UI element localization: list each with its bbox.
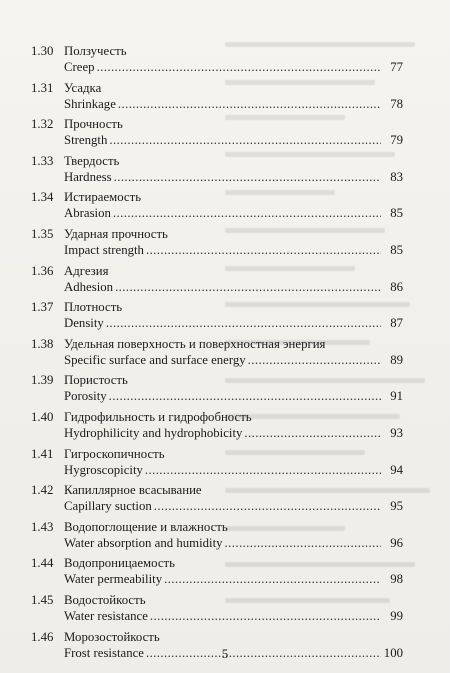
english-title-line	[64, 499, 403, 514]
section-title-english: Abrasion	[64, 206, 111, 221]
section-number: 1.42	[31, 483, 54, 498]
section-title-russian: Адгезия	[64, 263, 109, 278]
dot-leader	[145, 463, 381, 478]
section-title-english: Water permeability	[64, 572, 163, 587]
section-title-russian: Ударная прочность	[64, 226, 168, 241]
toc-entry	[31, 300, 403, 337]
dot-leader	[97, 60, 381, 75]
page-reference: 94	[390, 462, 403, 477]
dot-leader	[109, 133, 381, 148]
section-title-english: Shrinkage	[64, 96, 116, 111]
dot-leader	[244, 426, 381, 441]
section-number: 1.41	[31, 446, 54, 461]
page-number: 5	[221, 646, 229, 661]
english-title-line	[64, 60, 403, 75]
dot-leader	[154, 499, 381, 514]
toc-entry	[31, 117, 403, 154]
toc-entry	[31, 44, 403, 81]
page-reference: 96	[390, 535, 403, 550]
section-title-english: Specific surface and surface energy	[64, 352, 246, 367]
section-title-english: Hardness	[64, 169, 112, 184]
page-reference: 77	[390, 60, 403, 74]
toc-entry	[31, 264, 403, 301]
english-title-line	[64, 426, 403, 441]
page-reference: 83	[390, 169, 403, 184]
english-title-line	[64, 97, 403, 112]
dot-leader	[113, 206, 381, 221]
page-reference: 89	[390, 352, 403, 367]
page-reference: 91	[390, 389, 403, 404]
section-title-russian: Ползучесть	[64, 44, 127, 58]
english-title-line	[64, 316, 403, 331]
page-reference: 86	[390, 279, 403, 294]
toc-entry	[31, 593, 403, 630]
toc-entry	[31, 410, 403, 447]
toc-entry	[31, 337, 403, 374]
section-title-russian: Истираемость	[64, 190, 142, 205]
english-title-line	[64, 572, 403, 587]
english-title-line	[64, 353, 403, 368]
section-title-russian: Водостойкость	[64, 592, 146, 607]
page-reference: 99	[390, 608, 403, 623]
section-title-english: Water absorption and humidity	[64, 535, 223, 550]
toc-entry	[31, 447, 403, 484]
section-number: 1.46	[31, 629, 54, 644]
dot-leader	[109, 389, 381, 404]
section-title-russian: Пористость	[64, 373, 128, 388]
section-number: 1.30	[31, 44, 54, 58]
section-title-russian: Гигроскопичность	[64, 446, 165, 461]
page-reference: 93	[390, 425, 403, 440]
page-reference: 98	[390, 572, 403, 587]
english-title-line	[64, 170, 403, 185]
section-title-russian: Морозостойкость	[64, 629, 160, 644]
english-title-line	[64, 389, 403, 404]
toc-entry	[31, 373, 403, 410]
toc-entry	[31, 556, 403, 593]
section-number: 1.33	[31, 153, 54, 168]
dot-leader	[118, 97, 381, 112]
section-title-english: Frost resistance	[64, 645, 144, 660]
page-reference: 95	[390, 499, 403, 514]
section-title-russian: Прочность	[64, 117, 123, 132]
toc-entry	[31, 190, 403, 227]
section-title-russian: Удельная поверхность и поверхностная энергия	[64, 336, 326, 351]
table-of-contents	[31, 44, 403, 666]
section-title-english: Hydrophilicity and hydrophobicity	[64, 425, 243, 440]
section-title-english: Creep	[64, 60, 95, 74]
section-title-english: Adhesion	[64, 279, 114, 294]
dot-leader	[225, 536, 381, 551]
english-title-line	[64, 280, 403, 295]
section-title-russian: Гидрофильность и гидрофобность	[64, 409, 252, 424]
dot-leader	[115, 280, 381, 295]
dot-leader	[106, 316, 381, 331]
section-number: 1.32	[31, 117, 54, 132]
english-title-line	[64, 609, 403, 624]
toc-entry	[31, 520, 403, 557]
page-reference: 85	[390, 242, 403, 257]
section-number: 1.39	[31, 373, 54, 388]
section-title-russian: Твердость	[64, 153, 120, 168]
section-number: 1.45	[31, 592, 54, 607]
section-number: 1.31	[31, 80, 54, 95]
english-title-line	[64, 133, 403, 148]
english-title-line	[64, 536, 403, 551]
page-reference: 85	[390, 206, 403, 221]
section-title-english: Strength	[64, 133, 108, 148]
section-title-russian: Водопроницаемость	[64, 556, 175, 571]
toc-entry	[31, 154, 403, 191]
section-title-russian: Водопоглощение и влажность	[64, 519, 228, 534]
english-title-line	[64, 463, 403, 478]
section-title-english: Density	[64, 316, 104, 331]
section-number: 1.38	[31, 336, 54, 351]
section-title-russian: Усадка	[64, 80, 102, 95]
section-number: 1.36	[31, 263, 54, 278]
section-number: 1.37	[31, 300, 54, 315]
page-reference: 100	[383, 645, 403, 660]
section-title-russian: Плотность	[64, 300, 123, 315]
section-title-english: Porosity	[64, 389, 107, 404]
toc-entry	[31, 483, 403, 520]
dot-leader	[114, 170, 381, 185]
page-reference: 78	[390, 96, 403, 111]
section-number: 1.35	[31, 226, 54, 241]
section-number: 1.43	[31, 519, 54, 534]
section-title-russian: Капиллярное всасывание	[64, 483, 202, 498]
section-title-english: Capillary suction	[64, 499, 152, 514]
section-title-english: Hygroscopicity	[64, 462, 143, 477]
section-title-english: Water resistance	[64, 608, 148, 623]
page-reference: 79	[390, 133, 403, 148]
toc-entry	[31, 227, 403, 264]
toc-entry	[31, 81, 403, 118]
section-title-english: Impact strength	[64, 242, 144, 257]
dot-leader	[164, 572, 381, 587]
section-number: 1.40	[31, 409, 54, 424]
english-title-line	[64, 243, 403, 258]
page-reference: 87	[390, 316, 403, 331]
section-number: 1.34	[31, 190, 54, 205]
dot-leader	[150, 609, 381, 624]
dot-leader	[248, 353, 381, 368]
english-title-line	[64, 206, 403, 221]
dot-leader	[146, 243, 381, 258]
section-number: 1.44	[31, 556, 54, 571]
